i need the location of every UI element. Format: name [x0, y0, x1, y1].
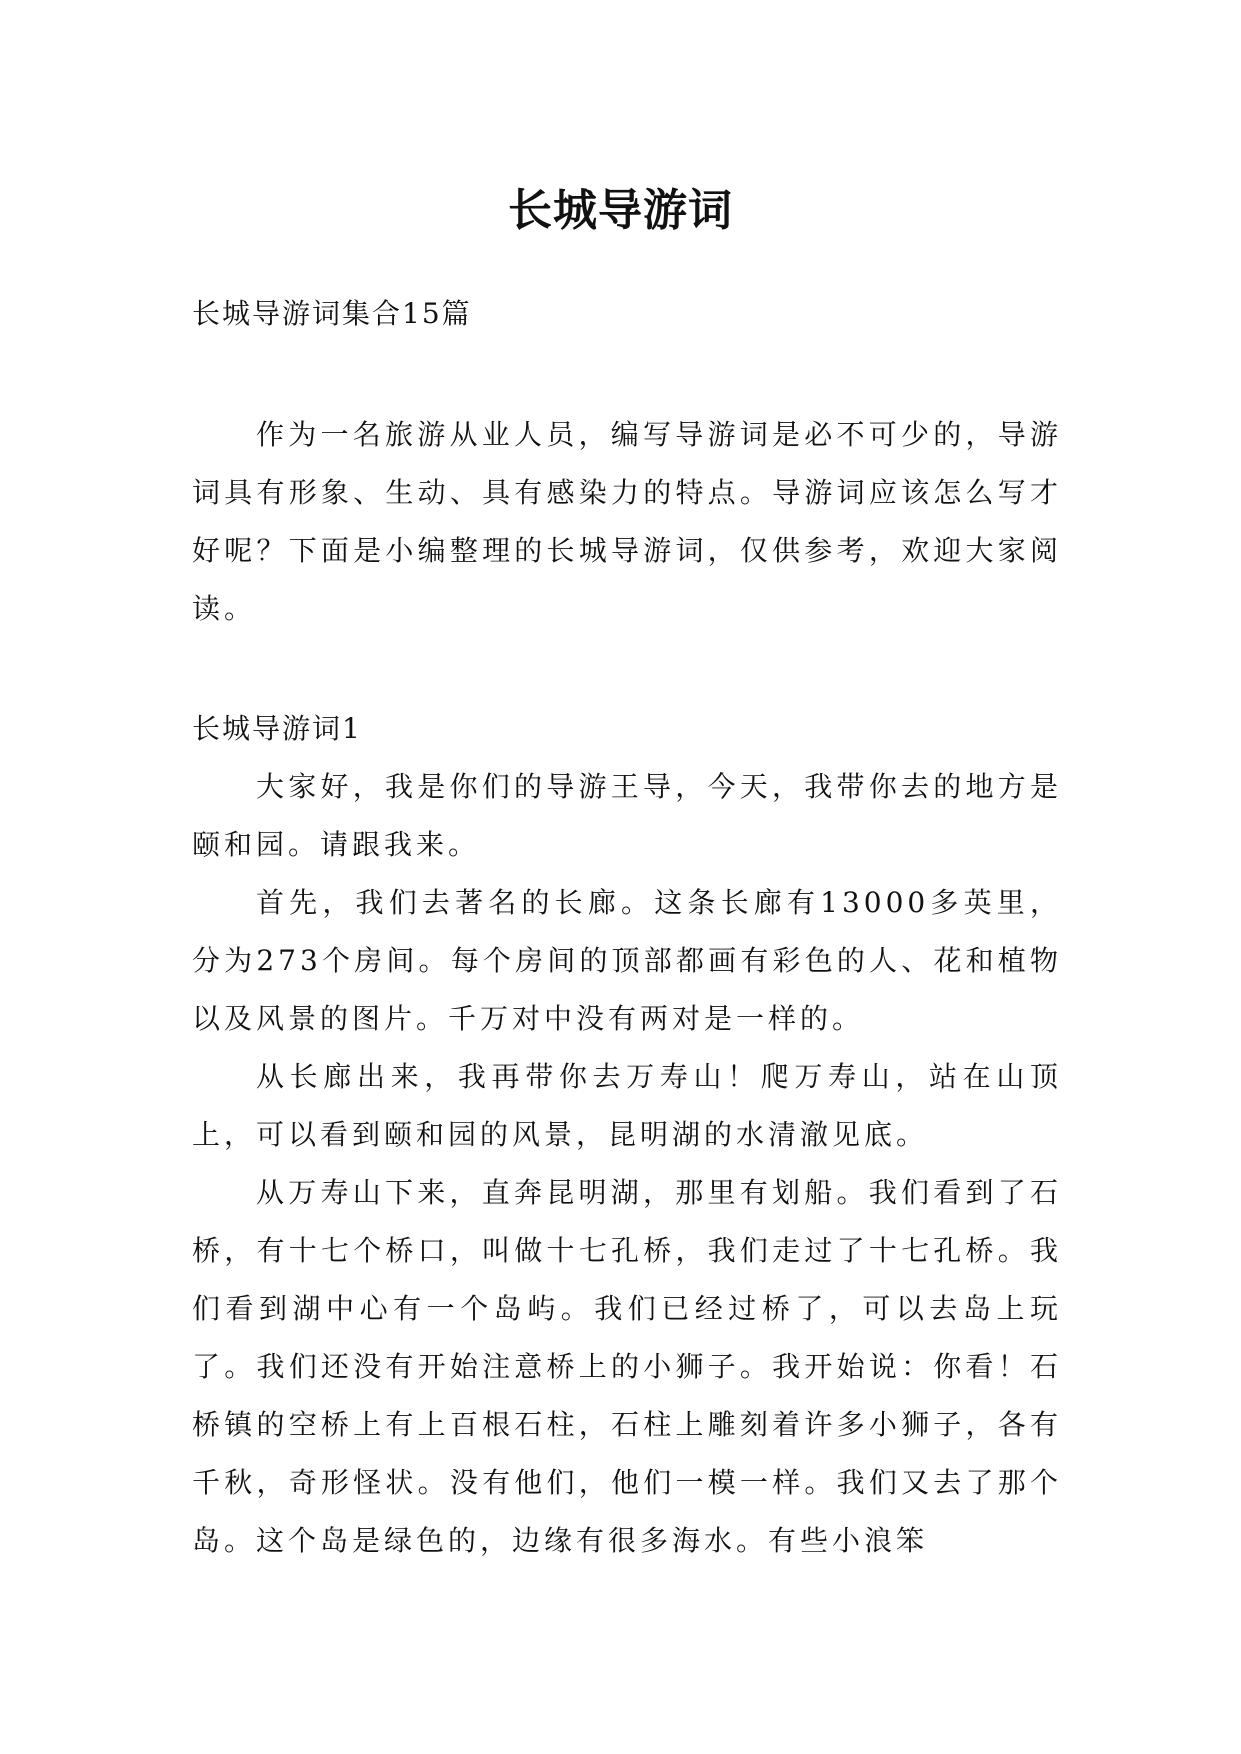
intro-paragraph: 作为一名旅游从业人员，编写导游词是必不可少的，导游词具有形象、生动、具有感染力的特点。导游词应该怎么写才好呢？下面是小编整理的长城导游词，仅供参考，欢迎大家阅读。 [192, 418, 1062, 625]
document-subtitle: 长城导游词集合15篇 [192, 297, 472, 330]
intro-block [192, 406, 1062, 638]
paragraph-3: 从长廊出来，我再带你去万寿山！爬万寿山，站在山顶上，可以看到颐和园的风景，昆明湖的水清澈见底。 [192, 1060, 1062, 1151]
paragraph-1: 大家好，我是你们的导游王导，今天，我带你去的地方是颐和园。请跟我来。 [192, 770, 1062, 861]
document-title: 长城导游词 [508, 185, 733, 237]
section-heading: 长城导游词1 [192, 712, 362, 745]
paragraph-2: 首先，我们去著名的长廊。这条长廊有13000多英里，分为273个房间。每个房间的顶部都画有彩色的人、花和植物以及风景的图片。千万对中没有两对是一样的。 [192, 886, 1062, 1035]
section-1 [192, 700, 1062, 1570]
paragraph-4: 从万寿山下来，直奔昆明湖，那里有划船。我们看到了石桥，有十七个桥口，叫做十七孔桥，我们走过了十七孔桥。我们看到湖中心有一个岛屿。我们已经过桥了，可以去岛上玩了。我们还没有开始注意桥上的小狮子。我开始说：你看！石桥镇的空桥上有上百根石柱，石柱上雕刻着许多小狮子，各有千秋，奇形怪状。没有他们，他们一模一样。我们又去了那个岛。这个岛是绿色的，边缘有很多海水。有些小浪笨 [192, 1176, 1062, 1557]
